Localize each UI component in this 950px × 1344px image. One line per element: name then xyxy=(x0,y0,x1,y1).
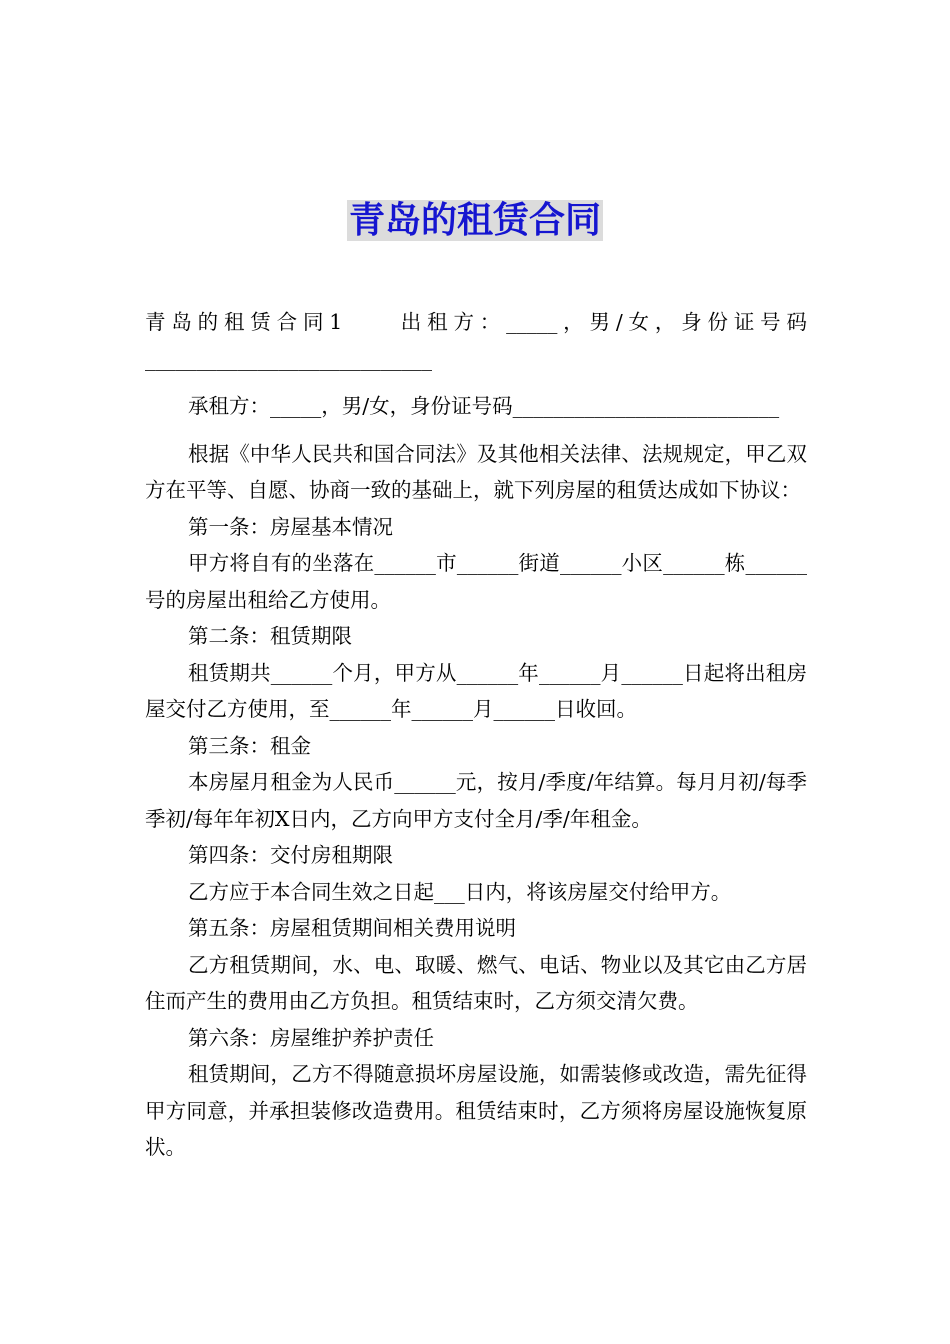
article-2-heading: 第二条：租赁期限 xyxy=(188,624,352,648)
document-body xyxy=(145,304,807,1166)
article-5-heading: 第五条：房屋租赁期间相关费用说明 xyxy=(188,916,516,940)
article-4-heading: 第四条：交付房租期限 xyxy=(188,843,393,867)
paragraph-basis: 根据《中华人民共和国合同法》及其他相关法律、法规规定，甲乙双方在平等、自愿、协商一致的基础上，就下列房屋的租赁达成如下协议： xyxy=(145,441,807,502)
article-1-heading: 第一条：房屋基本情况 xyxy=(188,514,393,539)
article-4-body: 乙方应于本合同生效之日起___日内，将该房屋交付给甲方。 xyxy=(188,879,732,904)
paragraph-lessee: 承租方：_____，男/女，身份证号码__________________________ xyxy=(188,394,780,418)
article-5-body: 乙方租赁期间，水、电、取暖、燃气、电话、物业以及其它由乙方居住而产生的费用由乙方负担。租赁结束时，乙方须交清欠费。 xyxy=(145,952,807,1013)
article-6-heading: 第六条：房屋维护养护责任 xyxy=(188,1025,434,1050)
document-title xyxy=(0,196,950,246)
article-3-heading: 第三条：租金 xyxy=(188,733,311,758)
article-6-body: 租赁期间，乙方不得随意损坏房屋设施，如需装修或改造，需先征得甲方同意，并承担装修改造费用。租赁结束时，乙方须将房屋设施恢复原状。 xyxy=(145,1062,807,1159)
document-title-text: 青岛的租赁合同 xyxy=(348,200,601,242)
article-1-body: 甲方将自有的坐落在______市______街道______小区______栋______号的房屋出租给乙方使用。 xyxy=(145,551,807,612)
article-2-body: 租赁期共______个月，甲方从______年______月______日起将出租房屋交付乙方使用，至______年______月______日收回。 xyxy=(145,660,807,721)
article-3-body: 本房屋月租金为人民币______元，按月/季度/年结算。每月月初/每季季初/每年年初X日内，乙方向甲方支付全月/季/年租金。 xyxy=(145,770,807,831)
paragraph-lessor: 青岛的租赁合同1 出租方：_____，男/女，身份证号码____________________________ xyxy=(145,310,807,371)
